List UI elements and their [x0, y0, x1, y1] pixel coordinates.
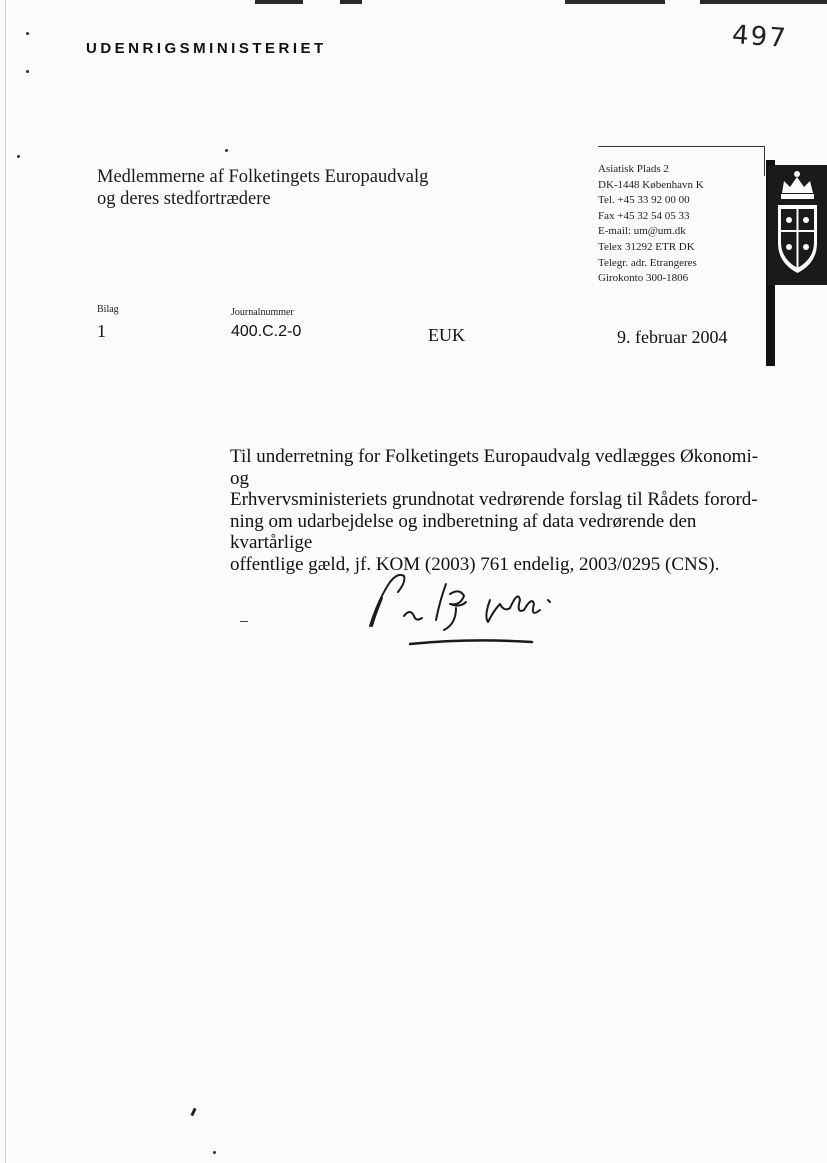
address-line: Girokonto 300-1806: [598, 272, 689, 285]
body-line: offentlige gæld, jf. KOM (2003) 761 endelig, 2003/0295 (CNS).: [230, 553, 720, 575]
address-block: [598, 162, 704, 287]
body-line: ning om udarbejdelse og indberetning af data vedrørende den kvartårlige: [230, 510, 697, 553]
letter-body: [230, 446, 760, 575]
scan-artifact: [255, 0, 303, 4]
address-rule: [764, 146, 765, 176]
bilag-label: Bilag: [97, 304, 119, 315]
scan-artifact: [340, 0, 362, 4]
scan-speck: [26, 32, 29, 35]
recipient-block: [97, 166, 428, 210]
scan-speck: [240, 621, 248, 622]
handwritten-signature: [360, 560, 580, 660]
scan-artifact: [565, 0, 665, 4]
office-code: EUK: [428, 325, 465, 345]
recipient-line: og deres stedfortrædere: [97, 189, 271, 209]
letter-date: 9. februar 2004: [617, 327, 728, 347]
scan-speck: [213, 1151, 216, 1154]
scan-speck: [17, 155, 20, 158]
address-line: Telegr. adr. Etrangeres: [598, 256, 697, 269]
address-line: Telex 31292 ETR DK: [598, 240, 695, 253]
ministry-letterhead: UDENRIGSMINISTERIET: [86, 40, 327, 57]
body-line: Til underretning for Folketingets Europaudvalg vedlægges Økonomi- og: [230, 446, 759, 489]
address-line: Asiatisk Plads 2: [598, 163, 669, 175]
address-line: Fax +45 32 54 05 33: [598, 209, 690, 222]
scan-speck: [225, 149, 228, 152]
royal-crest-icon: [768, 165, 827, 285]
bilag-value: 1: [97, 321, 106, 341]
handwritten-number: 497: [731, 20, 789, 54]
address-rule: [598, 146, 764, 147]
journal-number: 400.C.2-0: [231, 323, 302, 340]
scan-artifact: [700, 0, 827, 4]
address-line: DK-1448 København K: [598, 178, 704, 191]
recipient-line: Medlemmerne af Folketingets Europaudvalg: [97, 167, 429, 187]
address-line: Tel. +45 33 92 00 00: [598, 194, 690, 207]
journal-label: Journalnummer: [231, 307, 294, 318]
body-line: Erhvervsministeriets grundnotat vedrørende forslag til Rådets forord-: [230, 489, 758, 510]
scan-speck: [26, 70, 29, 73]
scan-edge: [5, 0, 6, 1163]
address-line: E-mail: um@um.dk: [598, 225, 686, 238]
scan-speck: [190, 1108, 196, 1117]
